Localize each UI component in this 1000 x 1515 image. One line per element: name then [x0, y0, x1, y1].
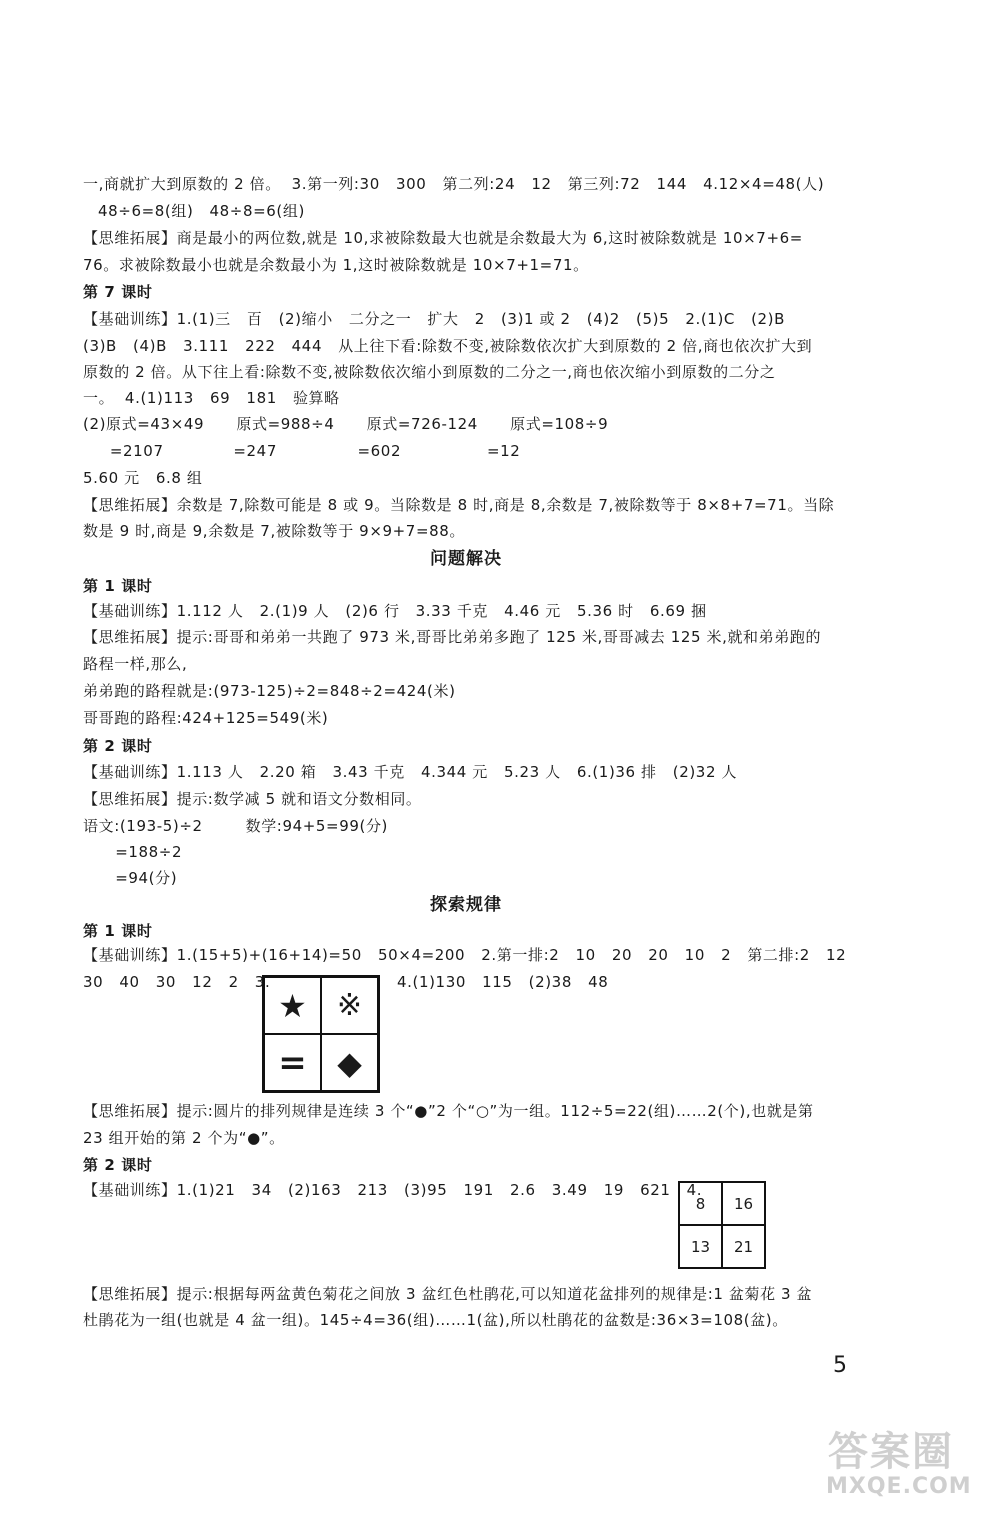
text-line: 一,商就扩大到原数的 2 倍。 3.第一列:30 300 第二列:24 12 第三列:72 144 4.12×4=48(人)	[83, 175, 825, 193]
text-line: 哥哥跑的路程:424+125=549(米)	[83, 709, 329, 727]
diamond-icon: ◆	[321, 1034, 378, 1091]
section-title: 问题解决	[430, 549, 502, 569]
text-line: =94(分)	[83, 869, 178, 887]
grid-cell: 21	[722, 1225, 765, 1268]
text-line: 路程一样,那么,	[83, 655, 188, 673]
text-line: 【思维拓展】提示:根据每两盆黄色菊花之间放 3 盆红色杜鹃花,可以知道花盆排列的规律是:1 盆菊花 3 盆	[83, 1285, 813, 1303]
text-line: 弟弟跑的路程就是:(973-125)÷2=848÷2=424(米)	[83, 682, 456, 700]
text-line: 【基础训练】1.113 人 2.20 箱 3.43 千克 4.344 元 5.23 人 6.(1)36 排 (2)32 人	[83, 763, 738, 781]
section-title: 探索规律	[430, 895, 502, 915]
watermark-url: MXQE.COM	[826, 1474, 972, 1499]
text-line: 4.(1)130 115 (2)38 48	[397, 973, 609, 991]
text-line: 语文:(193-5)÷2 数学:94+5=99(分)	[83, 817, 389, 835]
text-line: 数是 9 时,商是 9,余数是 7,被除数等于 9×9+7=88。	[83, 522, 465, 540]
text-line: 76。求被除数最小也就是余数最小为 1,这时被除数就是 10×7+1=71。	[83, 256, 589, 274]
watermark-logo: 答案圈	[828, 1429, 954, 1475]
lesson-heading: 第 1 课时	[83, 922, 153, 940]
text-line: 一。 4.(1)113 69 181 验算略	[83, 389, 340, 407]
text-line: 【基础训练】1.(1)三 百 (2)缩小 二分之一 扩大 2 (3)1 或 2 (4)2 (5)5 2.(1)C (2)B	[83, 310, 786, 328]
grid-cell: 13	[679, 1225, 722, 1268]
text-line: 5.60 元 6.8 组	[83, 469, 203, 487]
text-line: (3)B (4)B 3.111 222 444 从上往下看:除数不变,被除数依次扩大到原数的 2 倍,商也依次扩大到	[83, 337, 813, 355]
page-number: 5	[833, 1353, 847, 1378]
text-line: 原数的 2 倍。从下往上看:除数不变,被除数依次缩小到原数的二分之一,商也依次缩小到原数的二分之	[83, 363, 776, 381]
text-line: (2)原式=43×49 原式=988÷4 原式=726-124 原式=108÷9	[83, 415, 609, 433]
equals-icon: =	[264, 1034, 321, 1091]
grid-cell: 8	[679, 1182, 722, 1225]
text-line: 杜鹃花为一组(也就是 4 盆一组)。145÷4=36(组)……1(盆),所以杜鹃花的盆数是:36×3=108(盆)。	[83, 1311, 788, 1329]
text-line: 【基础训练】1.112 人 2.(1)9 人 (2)6 行 3.33 千克 4.46 元 5.36 时 6.69 捆	[83, 602, 707, 620]
grid-cell: 16	[722, 1182, 765, 1225]
text-line: 48÷6=8(组) 48÷8=6(组)	[98, 202, 305, 220]
lesson-heading: 第 2 课时	[83, 737, 153, 755]
text-line: 23 组开始的第 2 个为“●”。	[83, 1129, 285, 1147]
lesson-heading: 第 2 课时	[83, 1156, 153, 1174]
text-line: 30 40 30 12 2 3.	[83, 973, 271, 991]
text-line: 【思维拓展】余数是 7,除数可能是 8 或 9。当除数是 8 时,商是 8,余数是 7,被除数等于 8×8+7=71。当除	[83, 496, 835, 514]
text-line: 【基础训练】1.(1)21 34 (2)163 213 (3)95 191 2.6 3.49 19 621 4.	[83, 1181, 703, 1199]
lesson-heading: 第 7 课时	[83, 283, 153, 301]
number-grid	[678, 1181, 766, 1269]
symbol-grid	[262, 975, 380, 1093]
text-line: 【思维拓展】提示:哥哥和弟弟一共跑了 973 米,哥哥比弟弟多跑了 125 米,哥哥减去 125 米,就和弟弟跑的	[83, 628, 822, 646]
lesson-heading: 第 1 课时	[83, 577, 153, 595]
text-line: =188÷2	[83, 843, 183, 861]
text-line: =2107 =247 =602 =12	[83, 442, 521, 460]
text-line: 【基础训练】1.(15+5)+(16+14)=50 50×4=200 2.第一排:2 10 20 20 10 2 第二排:2 12	[83, 946, 847, 964]
text-line: 【思维拓展】提示:数学减 5 就和语文分数相同。	[83, 790, 422, 808]
text-line: 【思维拓展】商是最小的两位数,就是 10,求被除数最大也就是余数最大为 6,这时被除数就是 10×7+6=	[83, 229, 803, 247]
reference-mark-icon: ※	[321, 977, 378, 1034]
star-icon: ★	[264, 977, 321, 1034]
text-line: 【思维拓展】提示:圆片的排列规律是连续 3 个“●”2 个“○”为一组。112÷5=22(组)……2(个),也就是第	[83, 1102, 814, 1120]
